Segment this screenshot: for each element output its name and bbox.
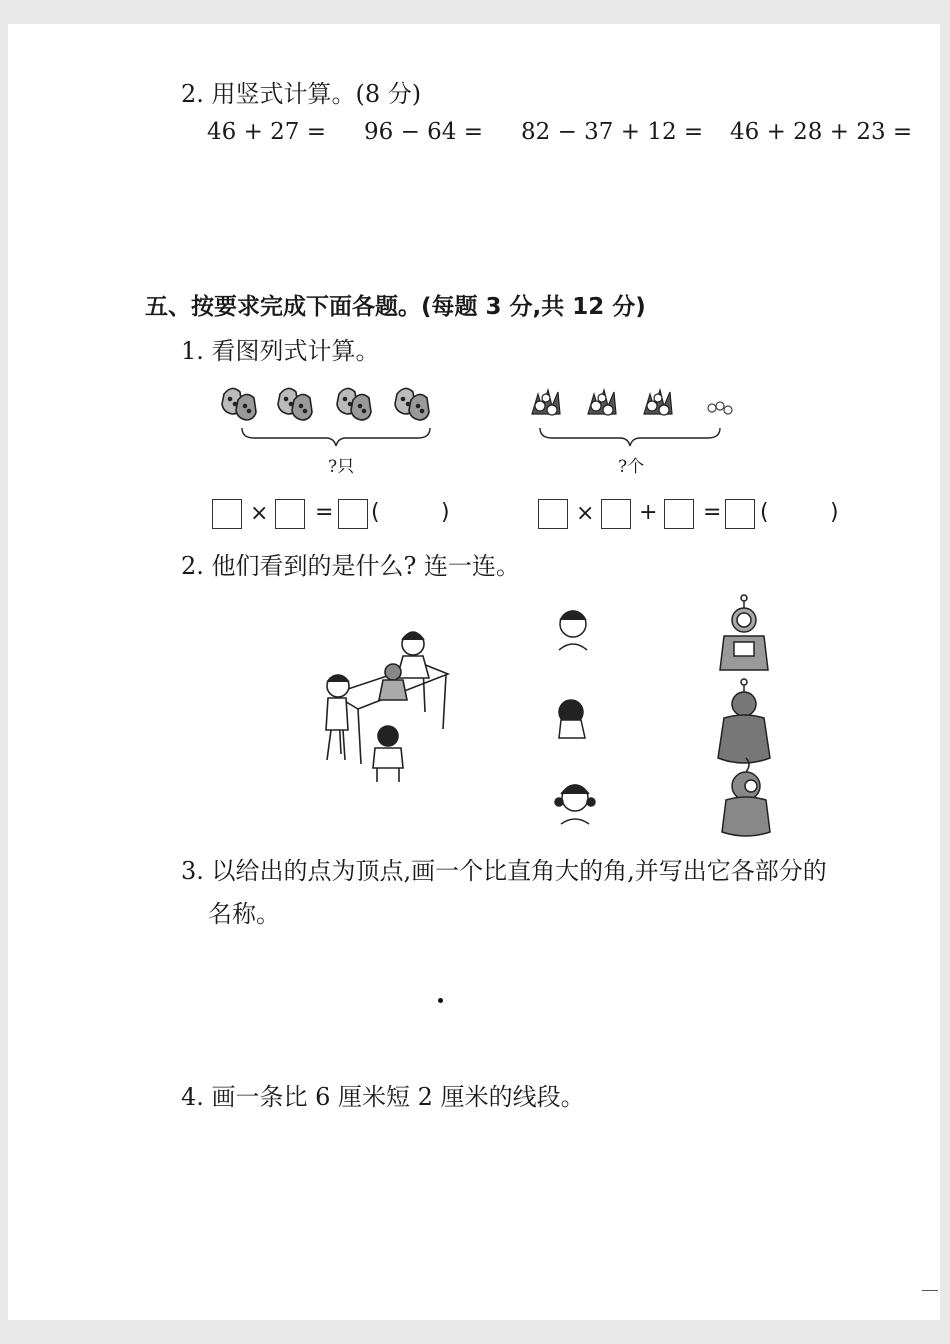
paren-open: (	[371, 500, 380, 525]
expression-1: 46 + 27 =	[207, 119, 327, 145]
paren-close: )	[830, 500, 839, 525]
kids-table-scene	[303, 614, 453, 774]
times-sign: ×	[576, 501, 595, 526]
expression-4: 46 + 28 + 23 =	[730, 119, 913, 145]
s5-q1-title: 1. 看图列式计算。	[181, 337, 380, 365]
plus-sign: +	[639, 500, 658, 525]
answer-box[interactable]	[338, 499, 368, 529]
section-5-title: 五、按要求完成下面各题。(每题 3 分,共 12 分)	[145, 294, 646, 320]
s5-q3-line2: 名称。	[208, 900, 280, 928]
s5-q2-title: 2. 他们看到的是什么? 连一连。	[181, 552, 521, 580]
children-faces	[551, 602, 601, 832]
vertex-point	[438, 998, 443, 1003]
worksheet-page	[8, 24, 940, 1320]
paren-close: )	[441, 500, 450, 525]
page-edge-mark	[922, 1290, 938, 1291]
answer-box[interactable]	[538, 499, 568, 529]
answer-box[interactable]	[275, 499, 305, 529]
q2-title: 2. 用竖式计算。(8 分)	[181, 80, 422, 108]
s5-q4-title: 4. 画一条比 6 厘米短 2 厘米的线段。	[181, 1083, 585, 1111]
mittens-picture	[218, 384, 448, 454]
answer-box[interactable]	[664, 499, 694, 529]
flowers-picture	[528, 384, 748, 454]
answer-box[interactable]	[601, 499, 631, 529]
equals-sign: =	[315, 500, 334, 525]
answer-box[interactable]	[725, 499, 755, 529]
mittens-label: ?只	[328, 457, 355, 477]
equals-sign: =	[703, 500, 722, 525]
times-sign: ×	[250, 501, 269, 526]
flowers-label: ?个	[618, 457, 645, 477]
s5-q3-line1: 3. 以给出的点为顶点,画一个比直角大的角,并写出它各部分的	[181, 857, 827, 885]
expression-2: 96 − 64 =	[364, 119, 484, 145]
toy-views	[716, 596, 776, 836]
expression-3: 82 − 37 + 12 =	[521, 119, 704, 145]
paren-open: (	[760, 500, 769, 525]
answer-box[interactable]	[212, 499, 242, 529]
